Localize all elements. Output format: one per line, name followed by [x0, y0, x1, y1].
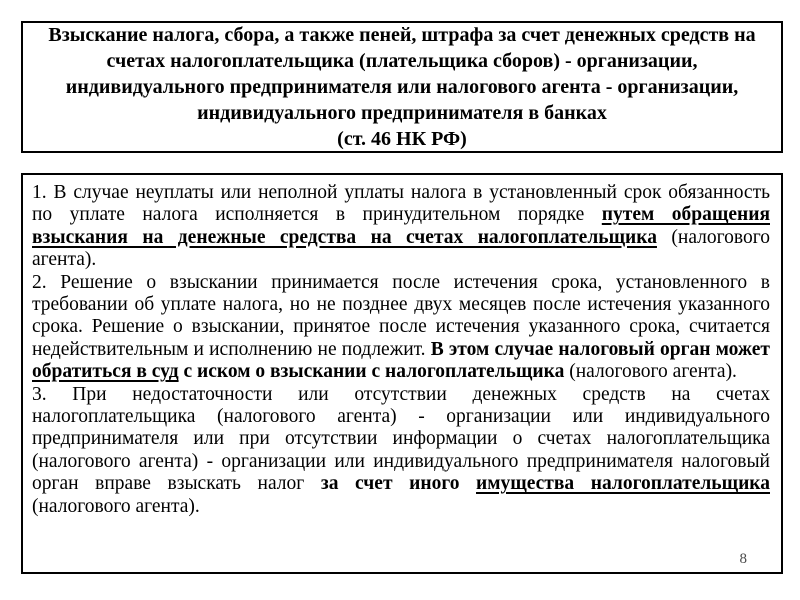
page-number: 8 [739, 551, 747, 567]
text-segment: 1. В случае неуплаты или неполной уплаты налога в установленный срок обязанность по уплате налога исполняется в принудительном порядке [32, 182, 770, 226]
title-line: индивидуального предпринимателя в банках [197, 102, 607, 125]
text-segment: (налогового агента). [32, 495, 200, 517]
text-segment: за счет иного [320, 473, 477, 495]
text-segment: путем обращения взыскания на денежные средства на счетах налогоплательщика [32, 204, 770, 248]
text-segment: 2. Решение о взыскании принимается после истечения срока, установленного в требовании об уплате налога, но не позднее двух месяцев после истечения указанного срока. Решение о взыскании, принятое после истечения указанного срока, считается недействительным и исполнению не подлежит. [32, 271, 770, 360]
title-line: индивидуального предпринимателя или налогового агента - организации, [65, 75, 739, 98]
text-segment: (налогового агента). [564, 361, 737, 383]
text-segment: имущества налогоплательщика [476, 473, 770, 495]
text-segment: с иском о взыскании с налогоплательщика [178, 361, 565, 383]
text-segment: В этом случае налоговый орган может [430, 338, 770, 360]
paragraph [32, 384, 770, 518]
body-text [32, 182, 770, 518]
title-line: счетах налогоплательщика (плательщика сборов) - организации, [106, 49, 698, 72]
text-segment: (налогового агента). [32, 226, 770, 271]
slide-title-box [21, 21, 783, 153]
title-line: (ст. 46 НК РФ) [337, 128, 467, 151]
title-line: Взыскание налога, сбора, а также пеней, штрафа за счет денежных средств на [48, 23, 756, 46]
text-segment: 3. При недостаточности или отсутствии денежных средств на счетах налогоплательщика (налогового агента) - организации или индивидуального предпринимателя или при отсутствии информации о счетах налогоплательщика (налогового агента) - организации или индивидуального предпринимателя налоговый орган вправе взыскать налог [32, 383, 770, 495]
body-text-box [21, 173, 783, 574]
paragraph [32, 182, 770, 272]
paragraph [32, 272, 770, 384]
text-segment: обратиться в суд [32, 361, 179, 383]
